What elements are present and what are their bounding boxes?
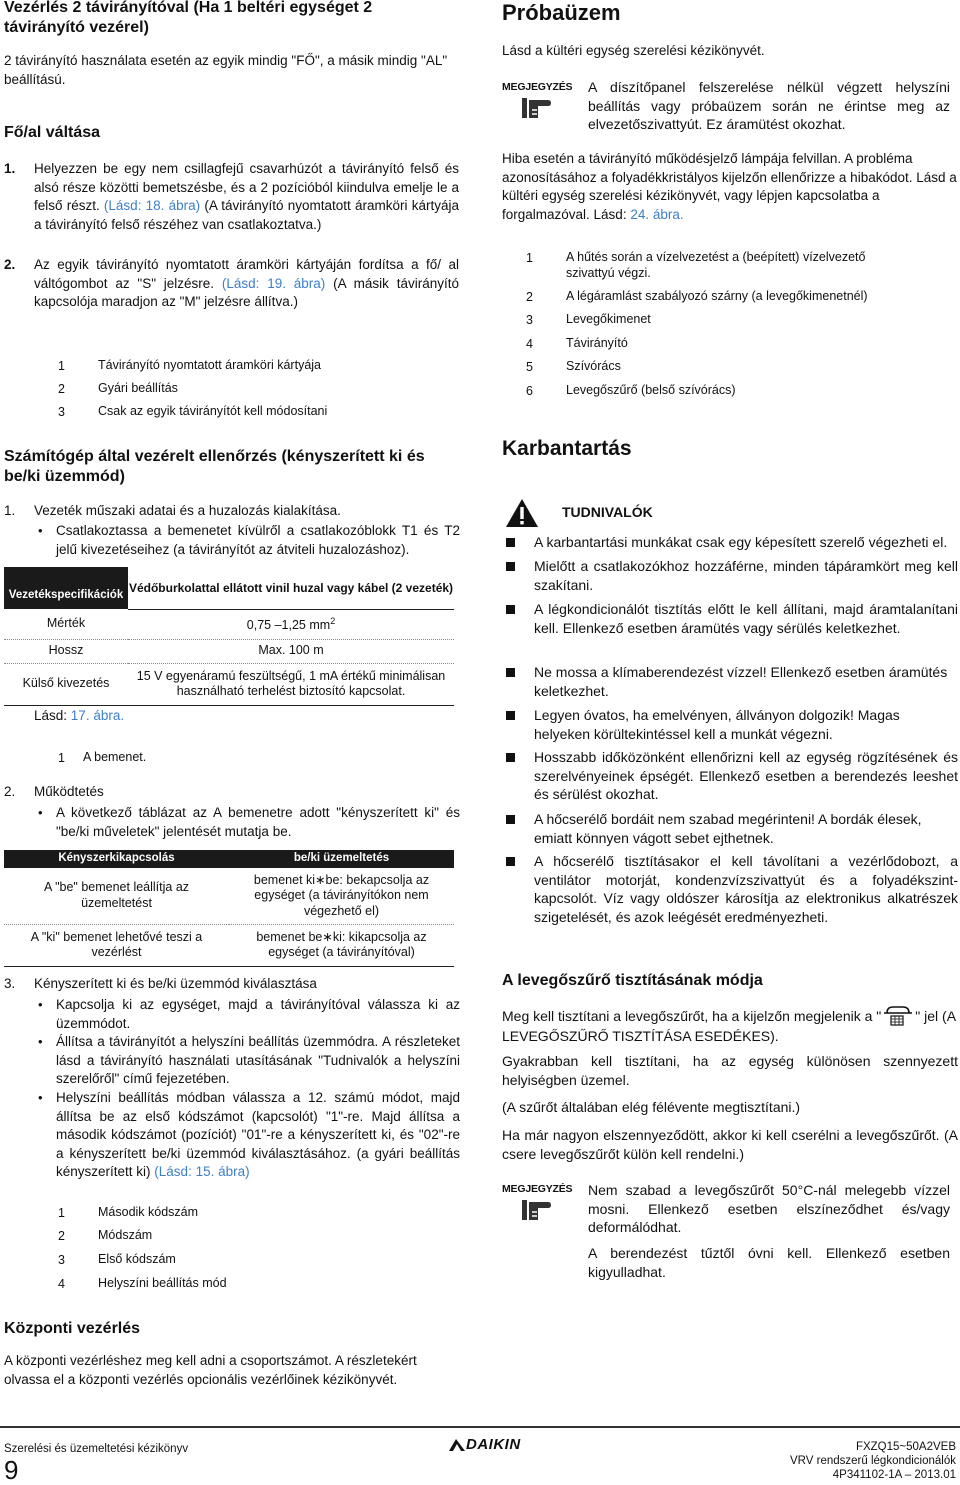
step2-ref-link[interactable]: (Lásd: 19. ábra) — [221, 275, 326, 291]
pointing-hand-icon — [522, 1198, 552, 1222]
footer-series: VRV rendszerű légkondicionálók — [790, 1455, 956, 1467]
intro-text: 2 távirányító használata esetén az egyik mindig "FŐ", a másik mindig "AL" beállítású. — [4, 53, 448, 87]
legend-text: Módszám — [98, 1228, 153, 1242]
step2-text — [34, 256, 459, 312]
legend-text: Gyári beállítás — [98, 381, 178, 395]
note-2a: Nem szabad a levegőszűrőt 50°C-nál melegebb vízzel mosni. Ellenkező esetben elszíneződhet és/vagy deformálódhat. — [588, 1182, 950, 1235]
legend-text: Csak az egyik távirányítót kell módosítani — [98, 404, 328, 418]
legend-number: 1 — [526, 251, 533, 265]
f3-bullet-1: Kapcsolja ki az egységet, majd a távirányítóval válassza ki az üzemmódot. — [56, 997, 460, 1031]
step2-note: (A másik távirányító kapcsolója maradjon az "M" jelzésre állítva.) — [34, 275, 459, 309]
op-row-right: bemenet be∗ki: kikapcsolja az egységet (a távirányítóval) — [229, 924, 454, 966]
step1-note: (A távirányító nyomtatott áramköri kártyája a távirányító felső részéhez van csatlakoztatva.) — [34, 198, 459, 232]
legend-number: 2 — [58, 1229, 65, 1243]
daikin-logo-icon — [448, 1438, 466, 1452]
op-row-right: bemenet ki∗be: bekapcsolja az egységet (a távirányítókon nem végezhető el) — [229, 868, 454, 924]
spec-header-left: Vezetékspecifikációk — [4, 567, 128, 609]
square-bullet — [506, 857, 515, 866]
test-intro: Lásd a kültéri egység szerelési kézikönyvét. — [502, 43, 765, 58]
f2-number: 2. — [4, 784, 16, 799]
note-label: MEGJEGYZÉS — [502, 81, 573, 93]
f3-bullet-3 — [56, 1089, 460, 1182]
f1-number: 1. — [4, 503, 16, 518]
subheading-switch: Fő/al váltása — [4, 124, 101, 141]
legend-text: Szívórács — [566, 359, 621, 373]
spec-row-value: Max. 100 m — [128, 639, 454, 663]
footer-manual-title: Szerelési és üzemeltetési kézikönyv — [4, 1443, 189, 1455]
spec-row-label: Mérték — [4, 609, 128, 639]
ref-17-link[interactable]: 17. ábra. — [70, 708, 125, 723]
footer-model: FXZQ15~50A2VEB — [855, 1441, 956, 1453]
step1-body: Helyezzen be egy nem csillagfejű csavarhúzót a távirányító felső és alsó része közötti bemetszésbe, és a 2 pozícióból kiindulva emelje le a felső részt. — [34, 161, 459, 213]
operation-table — [4, 850, 454, 967]
maint-item: Legyen óvatos, ha emelvényen, állványon dolgozik! Magas helyeken körültekintéssel kell a munkát végezni. — [534, 707, 900, 742]
f3-text: Kényszerített ki és be/ki üzemmód kiválasztása — [34, 976, 317, 991]
heading-central-control: Központi vezérlés — [4, 1320, 141, 1337]
legend-number: 4 — [526, 337, 533, 351]
footer-doc-number: 4P341102-1A – 2013.01 — [832, 1469, 956, 1481]
maint-item: Mielőtt a csatlakozókhoz hozzáférne, minden tápáramkört meg kell szakítani. — [534, 558, 958, 593]
legend-number: 6 — [526, 384, 533, 398]
f3-bullet-2: Állítsa a távirányítót a helyszíni beállítás üzemmódra. A részleteket lásd a távirányító használati utasításának "Tudnivalók a helyszíni szerelőről" című fejezetében. — [56, 1034, 460, 1086]
legend-text: A légáramlást szabályozó szárny (a levegőkimenetnél) — [566, 289, 868, 303]
legend-number: 1 — [58, 751, 65, 765]
f3-ref-link[interactable]: (Lásd: 15. ábra) — [154, 1164, 250, 1179]
op-header-right: be/ki üzemeltetés — [229, 850, 454, 868]
op-header-left: Kényszerkikapcsolás — [4, 850, 229, 868]
legend-text: Levegőkimenet — [566, 312, 651, 326]
heading-filter-cleaning: A levegőszűrő tisztításának módja — [502, 972, 763, 989]
ref-17 — [34, 707, 124, 726]
filter-p1-part-b: " jel (A LEVEGŐSZŰRŐ TISZTÍTÁSA ESEDÉKES). — [502, 1008, 956, 1044]
maint-item: A légkondicionálót tisztítás előtt le kell állítani, majd áramtalanítani kell. Ellenkező esetben áramütés vagy sérülés keletkezhet. — [534, 601, 958, 636]
square-bullet — [506, 753, 515, 762]
pointing-hand-icon — [522, 96, 552, 120]
legend-number: 3 — [58, 1253, 65, 1267]
filter-paragraph-1 — [502, 1003, 958, 1046]
step1-number: 1. — [4, 161, 16, 176]
warning-triangle-icon — [505, 498, 539, 528]
spec-row-label: Külső kivezetés — [4, 663, 128, 705]
step2-number: 2. — [4, 257, 16, 272]
heading-forced-mode: Számítógép által vezérelt ellenőrzés (kényszerített ki és be/ki üzemmód) — [4, 448, 425, 485]
filter-clean-icon — [881, 1003, 915, 1027]
filter-paragraph-4: Ha már nagyon elszennyeződött, akkor ki kell cserélni a levegőszűrőt. (A csere levegőszűrőt külön kell rendelni.) — [502, 1127, 958, 1162]
note-1: A díszítőpanel felszerelése nélkül végzett helyszíni beállítás vagy próbaüzem során ne érintse meg az elvezetőszivattyút. Ez áramütést okozhat. — [588, 79, 950, 132]
test-paragraph-body: Hiba esetén a távirányító működésjelző lámpája felvillan. A probléma azonosításához a folyadékkristályos kijelzőn ellenőrizze a hibakódot. Lásd a kültéri egység szerelési kézikönyvét, vagy lépjen kapcsolatba a forgalmazóval. Lásd: — [502, 151, 957, 222]
legend-text: Helyszíni beállítás mód — [98, 1276, 227, 1290]
square-bullet — [506, 711, 515, 720]
warning-label: TUDNIVALÓK — [562, 504, 653, 520]
step1-text — [34, 160, 459, 234]
daikin-wordmark: DAIKIN — [466, 1436, 521, 1453]
f3-bullet-3-body: Helyszíni beállítás módban válassza a 12. számú módot, majd állítsa be az első kódszámot (kapcsolót) "1"-re. Majd állítsa a második kódszámot (pozíciót) "01"-re a kényszerített ki, és "02"-re a kényszerített be/ki üzemmód kiválasztásához. (a gyári beállítás kényszerített ki) — [56, 1090, 460, 1179]
bullet-dot: • — [38, 805, 43, 820]
central-text: A központi vezérléshez meg kell adni a csoportszámot. A részletekért olvassa el a központi vezérlés opcionális vezérlőinek kézikönyvét. — [4, 1353, 417, 1387]
f2-bullet: A következő táblázat az A bemenetre adott "kényszerített ki" és "be/ki műveletek" jelentését mutatja be. — [56, 805, 460, 839]
spec-row-value: 15 V egyenáramú feszültségű, 1 mA értékű minimálisan használható terhelést biztosító kapcsolat. — [128, 663, 454, 705]
legend-text: A bemenet. — [83, 750, 147, 764]
op-row-left: A "ki" bemenet lehetővé teszi a vezérlést — [4, 924, 229, 966]
f1-bullet: Csatlakoztassa a bemenetet kívülről a csatlakozóblokk T1 és T2 jelű kivezetéseihez (a távirányítót az átviteli huzalozáshoz). — [56, 523, 460, 557]
legend-text: A hűtés során a vízelvezetést a (beépített) vízelvezető szivattyú végzi. — [566, 250, 866, 280]
maint-item: A hőcserélő tisztításakor el kell távolítani a vezérlődobozt, a ventilátor motorját, kondenzvízszivattyút és a folyadékszint-kapcsolót. Víz vagy oldószer károsítja az elektronikus alkatrészek szigetelését, és azok leégését eredményezheti. — [534, 853, 958, 925]
bullet-dot: • — [38, 1034, 43, 1049]
note-label: MEGJEGYZÉS — [502, 1183, 573, 1195]
filter-paragraph-3: (A szűrőt általában elég félévente megtisztítani.) — [502, 1099, 801, 1115]
maint-item: A hőcserélő bordáit nem szabad megérinteni! A bordák élesek, emiatt könnyen vágott sebet ejthetnek. — [534, 811, 922, 846]
legend-text: Második kódszám — [98, 1205, 199, 1219]
legend-number: 3 — [526, 313, 533, 327]
test-paragraph — [502, 150, 960, 224]
legend-text: Távirányító nyomtatott áramköri kártyája — [98, 358, 321, 372]
legend-number: 2 — [58, 382, 65, 396]
square-bullet — [506, 815, 515, 824]
square-bullet — [506, 538, 515, 547]
spec-table — [4, 567, 454, 706]
legend-text: Távirányító — [566, 336, 628, 350]
maint-item: Hosszabb időközönként ellenőrizni kell az egység rögzítésének és szerelvényeinek épségét. Ellenkező esetben a berendezés leeshet és sérülést okozhat. — [534, 749, 958, 802]
bullet-dot: • — [38, 997, 43, 1012]
f3-number: 3. — [4, 976, 16, 991]
footer-model-info — [790, 1440, 956, 1482]
legend-number: 5 — [526, 360, 533, 374]
maint-item: Ne mossa a klímaberendezést vízzel! Ellenkező esetben áramütés keletkezhet. — [534, 664, 948, 699]
legend-number: 4 — [58, 1277, 65, 1291]
legend-number: 2 — [526, 290, 533, 304]
filter-p1-part-a: Meg kell tisztítani a levegőszűrőt, ha a kijelzőn megjelenik a " — [502, 1008, 882, 1024]
step1-ref-link[interactable]: (Lásd: 18. ábra) — [103, 198, 201, 213]
test-ref-link[interactable]: 24. ábra. — [630, 206, 684, 222]
heading-two-remotes: Vezérlés 2 távirányítóval (Ha 1 beltéri egységet 2 távirányító vezérel) — [4, 0, 373, 36]
spec-row-label: Hossz — [4, 639, 128, 663]
spec-row-value: 0,75 –1,25 $mm^2$ — [128, 609, 454, 639]
square-bullet — [506, 605, 515, 614]
step2-body: Az egyik távirányító nyomtatott áramköri kártyáján fordítsa a fő/ al váltógombot az "S" jelzésre. — [34, 257, 459, 291]
legend-number: 3 — [58, 405, 65, 419]
f2-text: Működtetés — [34, 784, 104, 799]
daikin-logo — [448, 1436, 521, 1455]
maint-item: A karbantartási munkákat csak egy képesített szerelő végezheti el. — [534, 534, 948, 550]
page-number: 9 — [4, 1455, 19, 1485]
filter-paragraph-2: Gyakrabban kell tisztítani, ha az egység különösen szennyezett helyiségben üzemel. — [502, 1053, 958, 1088]
legend-text: Levegőszűrő (belső szívórács) — [566, 383, 736, 397]
heading-test-run: Próbaüzem — [502, 0, 621, 25]
square-bullet — [506, 562, 515, 571]
op-row-left: A "be" bemenet leállítja az üzemeltetést — [4, 868, 229, 924]
legend-number: 1 — [58, 1206, 65, 1220]
f1-text: Vezeték műszaki adatai és a huzalozás kialakítása. — [34, 503, 341, 518]
legend-number: 1 — [58, 359, 65, 373]
note-2b: A berendezést tűztől óvni kell. Ellenkező esetben kigyulladhat. — [588, 1245, 950, 1280]
bullet-dot: • — [38, 523, 43, 538]
square-bullet — [506, 668, 515, 677]
legend-text: Első kódszám — [98, 1252, 176, 1266]
spec-header-right: Védőburkolattal ellátott vinil huzal vagy kábel (2 vezeték) — [128, 567, 454, 609]
bullet-dot: • — [38, 1090, 43, 1105]
heading-maintenance: Karbantartás — [502, 437, 632, 460]
footer-rule — [0, 1426, 960, 1428]
ref-label: Lásd: — [34, 708, 68, 723]
